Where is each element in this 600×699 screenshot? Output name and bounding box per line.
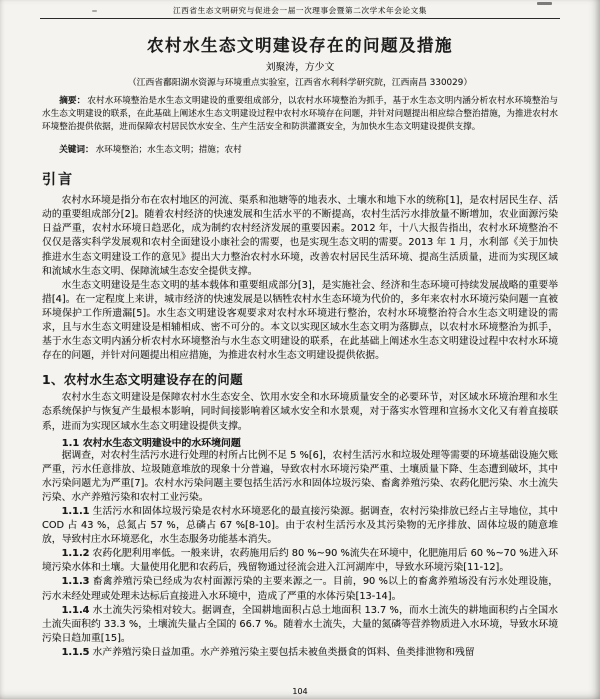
numbered-item (42, 547, 558, 575)
page-number: 104 (292, 687, 308, 696)
keywords-label: 关键词： (59, 145, 94, 156)
abstract-paragraph (42, 95, 558, 134)
item-text: 水产养殖污染日益加重。水产养殖污染主要包括未被鱼类摄食的饵料、鱼类排泄物和残留 (92, 646, 475, 658)
running-header: 江西省生态文明研究与促进会一届一次理事会暨第二次学术年会论文集 (172, 6, 427, 15)
item-text: 生活污水和固体垃圾污染是农村水环境恶化的最直接污染源。据调查，农村污染排放已经占主导地位，其中 COD 占 43 %，总氮占 57 %，总磷占 67 %[8-10]。由于农村生活污水及其污染物的无序排放、固体垃圾的随意堆放，导致村庄水环境恶化，水生态服务功能基本消失。 (42, 505, 558, 546)
numbered-item (42, 604, 558, 646)
section1-1-paragraph: 据调查，对农村生活污水进行处理的村所占比例不足 5 %[6]，农村生活污水和垃圾处理等需要的环境基础设施欠账严重，污水任意排放、垃圾随意堆放的现象十分普遍，导致农村水环境污染严重、土壤质量下降、生态遭到破坏，其中水污染问题尤为严重[7]。农村水污染问题主要包括生活污水和固体垃圾污染、畜禽养殖污染、农药化肥污染、水土流失污染、水产养殖污染和农村工业污染。 (42, 449, 558, 503)
numbered-item (42, 646, 558, 660)
item-number: 1.1.2 (61, 548, 90, 560)
keywords-line (42, 143, 558, 155)
header-rule (40, 18, 560, 19)
authors-line: 刘聚涛，方少文 (265, 62, 335, 73)
scan-artifact (537, 2, 552, 5)
intro-paragraph-1: 农村水环境是指分布在农村地区的河流、渠系和池塘等的地表水、土壤水和地下水的统称[1]，是农村居民生存、活动的重要组成部分[2]。随着农村经济的快速发展和生活水平的不断提高，农村生活污水排放量不断增加，农业面源污染日益严重，农村水环境日趋恶化，成为制约农村经济发展的重要因素。2012 年，十八大报告指出，农村水环境整治不仅仅是落实科学发展观和农村全面建设小康社会的需要，也是实现生态文明的需要。2013 年 1 月，水利部《关于加快推进水生态文明建设工作的意见》提出大力整治农村水环境，改善农村居民生活环境、提高生活质量，进而为实现区域和流域水生态文明、保障流域生态安全提供支撑。 (42, 195, 558, 277)
section-heading-introduction: 引言 (42, 172, 74, 189)
item-number: 1.1.3 (61, 576, 90, 588)
item-text: 畜禽养殖污染已经成为农村面源污染的主要来源之一。目前，90 %以上的畜禽养殖场没有污水处理设施，污水未经处理或处理未达标后直接进入水环境中，造成了严重的水体污染[13-14]。 (42, 576, 558, 602)
keywords-text: 水环境整治；水生态文明；措施；农村 (95, 145, 242, 156)
abstract-label: 摘要： (59, 96, 86, 106)
numbered-item (42, 575, 558, 603)
numbered-item (42, 505, 558, 547)
section1-1-heading: 1.1 农村水生态文明建设中的水环境问题 (61, 437, 241, 449)
paper-title: 农村水生态文明建设存在的问题及措施 (147, 36, 453, 55)
abstract-text: 农村水环境整治是水生态文明建设的重要组成部分，以农村水环境整治为抓手，基于水生态文明内涵分析农村水环境整治与水生态文明建设的联系，在此基础上阐述水生态文明建设过程中农村水环境存在问题，并针对问题提出相应综合整治措施，为推进农村水环境整治提供依据，进而保障农村居民饮水安全、生产生活安全和防洪灌溉安全，为加快水生态文明建设提供支撑。 (42, 96, 558, 133)
section1-paragraph: 农村水生态文明建设是保障农村水生态安全、饮用水安全和水环境质量安全的必要环节，对区域水环境治理和水生态系统保护与恢复产生最根本影响，同时间接影响着区域水安全和水景观，对于落实水管理和宣扬水文化又有着直接联系，进而为实现区域水生态文明建设提供支撑。 (42, 392, 558, 432)
section1-heading: 1、农村水生态文明建设存在的问题 (42, 373, 244, 388)
item-text: 农药化肥利用率低。一般来讲，农药施用后约 80 %~90 %流失在环境中，化肥施用后 60 %~70 %进入环境污染水体和土壤。大量使用化肥和农药后，残留物通过径流会进入江河湖库中，导致水环境污染[11-12]。 (42, 548, 558, 574)
item-number: 1.1.4 (61, 604, 90, 616)
intro-paragraph-2: 水生态文明建设是生态文明的基本载体和重要组成部分[3]，是实施社会、经济和生态环境可持续发展战略的重要举措[4]。在一定程度上来讲，城市经济的快速发展是以牺牲农村水生态环境为代价的，多年来农村水环境污染问题一直被环境保护工作所遗漏[5]。水生态文明建设客观要求对农村水环境进行整治，农村水环境整治符合水生态文明建设的需求，且与水生态文明建设是相辅相成、密不可分的。本文以实现区域水生态文明为落脚点，以农村水环境整治为抓手，基于水生态文明内涵分析农村水环境整治与水生态文明建设的联系，在此基础上阐述水生态文明建设过程中农村水环境存在的问题，并针对问题提出相应措施，为推进农村水生态文明建设提供依据。 (42, 279, 558, 362)
item-text: 水土流失污染相对较大。据调查，全国耕地面积占总土地面积 13.7 %，而水土流失的耕地面积约占全国水土流失面积约 33.3 %，土壤流失量占全国的 66.7 %。随着水土流失，大量的氮磷等营养物质进入水环境，导致水环境污染日趋加重[15]。 (42, 604, 558, 644)
affiliation-line: （江西省鄱阳湖水资源与环境重点实验室，江西省水利科学研究院，江西南昌 330029） (127, 78, 473, 88)
item-number: 1.1.5 (61, 646, 90, 658)
scan-artifact (92, 10, 97, 12)
item-number: 1.1.1 (61, 505, 90, 517)
